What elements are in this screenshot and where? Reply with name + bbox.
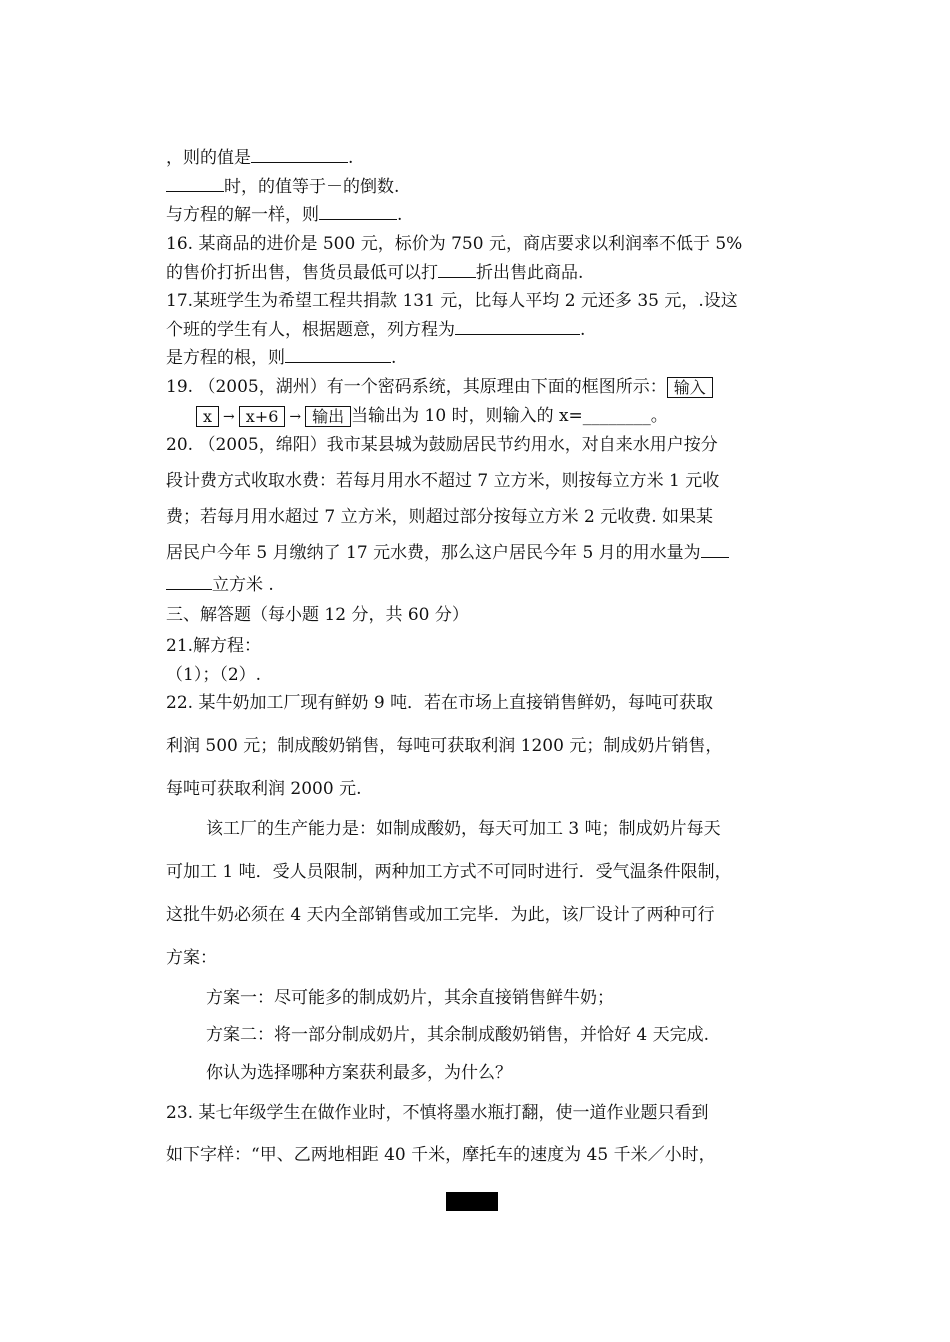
- flow-box-x-plus-6: x+6: [239, 406, 286, 427]
- answer-blank: [455, 316, 580, 335]
- flow-box-output: 输出: [305, 406, 351, 427]
- question-20-line-3: 费；若每月用水超过 7 立方米，则超过部分按每立方米 2 元收费. 如果某: [166, 507, 714, 527]
- question-22-paragraph-2-line-1: 该工厂的生产能力是：如制成酸奶，每天可加工 3 吨；制成奶片每天: [206, 819, 721, 839]
- question-20-line-1: 20. （2005，绵阳）我市某县城为鼓励居民节约用水，对自来水用户按分: [166, 435, 718, 455]
- arrow-right-icon: →: [223, 409, 235, 425]
- line-01: ，则的值是 .: [166, 143, 353, 168]
- question-23-line-2: 如下字样：“甲、乙两地相距 40 千米，摩托车的速度为 45 千米／小时，: [166, 1145, 716, 1165]
- question-22-prompt: 你认为选择哪种方案获利最多，为什么？: [206, 1063, 512, 1083]
- answer-blank: [251, 144, 348, 163]
- answer-blank: [701, 539, 729, 558]
- question-19-line-1: 19. （2005，湖州）有一个密码系统，其原理由下面的框图所示： 输入: [166, 372, 713, 398]
- answer-blank: [166, 173, 224, 192]
- question-22-paragraph-2-line-2: 可加工 1 吨．受人员限制，两种加工方式不可同时进行．受气温条件限制，: [166, 862, 732, 882]
- flow-box-input: 输入: [667, 377, 713, 398]
- arrow-right-icon: →: [289, 409, 302, 425]
- answer-blank: [166, 571, 212, 590]
- question-20-line-2: 段计费方式收取水费：若每月用水不超过 7 立方米，则按每立方米 1 元收: [166, 471, 720, 491]
- question-22-paragraph-2-line-4: 方案：: [166, 948, 217, 968]
- question-17-line-1: 17.某班学生为希望工程共捐款 131 元，比每人平均 2 元还多 35 元，.设这: [166, 291, 738, 311]
- answer-blank: [285, 344, 391, 363]
- flow-box-x: x: [196, 406, 219, 427]
- plan-two: 方案二：将一部分制成奶片，其余制成酸奶销售，并恰好 4 天完成.: [206, 1025, 710, 1045]
- answer-blank: [319, 201, 397, 220]
- question-23-line-1: 23. 某七年级学生在做作业时，不慎将墨水瓶打翻，使一道作业题只看到: [166, 1103, 709, 1123]
- question-17-line-2: 个班的学生有人，根据题意，列方程为 .: [166, 315, 585, 340]
- question-22-line-2: 利润 500 元；制成酸奶销售，每吨可获取利润 1200 元；制成奶片销售，: [166, 736, 723, 756]
- plan-one: 方案一：尽可能多的制成奶片，其余直接销售鲜牛奶；: [206, 988, 614, 1008]
- question-20-line-5: 立方米 .: [166, 570, 274, 595]
- answer-blank: [438, 259, 476, 278]
- question-16-line-1: 16. 某商品的进价是 500 元，标价为 750 元，商店要求以利润率不低于 5%: [166, 234, 743, 254]
- question-22-paragraph-2-line-3: 这批牛奶必须在 4 天内全部销售或加工完毕．为此，该厂设计了两种可行: [166, 905, 715, 925]
- question-20-line-4: 居民户今年 5 月缴纳了 17 元水费，那么这户居民今年 5 月的用水量为: [166, 538, 729, 563]
- page-footer-bar: [446, 1192, 498, 1211]
- question-22-line-1: 22. 某牛奶加工厂现有鲜奶 9 吨．若在市场上直接销售鲜奶，每吨可获取: [166, 693, 714, 713]
- question-19-line-2: x → x+6 → 输出 当输出为 10 时，则输入的 x=________。: [196, 401, 668, 427]
- question-18-line: 是方程的根，则 .: [166, 343, 396, 368]
- question-16-line-2: 的售价打折出售，售货员最低可以打 折出售此商品.: [166, 258, 583, 283]
- question-21-parts: （1）；（2）.: [166, 665, 262, 685]
- question-21-title: 21.解方程：: [166, 636, 262, 656]
- question-22-line-3: 每吨可获取利润 2000 元.: [166, 779, 362, 799]
- section-heading: 三、解答题（每小题 12 分，共 60 分）: [166, 605, 469, 625]
- line-02: 时，的值等于－的倒数.: [166, 172, 399, 197]
- line-03: 与方程的解一样，则 .: [166, 200, 402, 225]
